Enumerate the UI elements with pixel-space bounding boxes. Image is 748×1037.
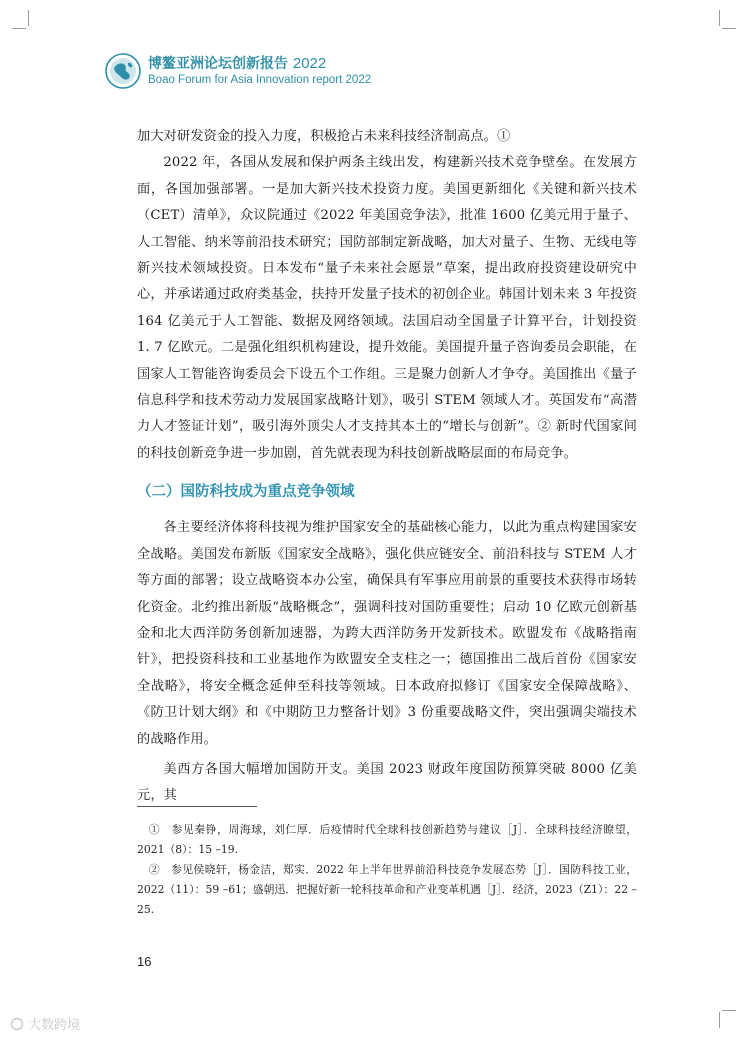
globe-logo-icon (104, 52, 142, 90)
watermark-text: 大数跨境 (28, 1018, 81, 1033)
footnote-1: ① 参见秦铮，周海球，刘仁厚．后疫情时代全球科技创新趋势与建议［J］．全球科技经济瞭望，2021（8）：15 –19. (137, 823, 637, 856)
crop-mark (722, 28, 736, 29)
footnotes (137, 820, 637, 920)
watermark (10, 1014, 80, 1033)
header-title-en: Boao Forum for Asia Innovation report 2022 (148, 74, 372, 86)
crop-mark (722, 1010, 736, 1011)
page-number: 16 (137, 954, 152, 969)
footnote-2: ② 参见侯晓轩，杨金洁，郑实．2022 年上半年世界前沿科技竞争发展态势［J］．国防科技工业，2022（11）：59 –61；盛朝迅．把握好新一轮科技革命和产业变革机遇［J］．经济，2023（Z1）：22 –25. (137, 863, 637, 916)
crop-mark (12, 28, 26, 29)
crop-mark (719, 1012, 720, 1028)
paragraph-2: 2022 年，各国从发展和保护两条主线出发，构建新兴技术竞争壁垒。在发展方面，各国加强部署。一是加大新兴技术投资力度。美国更新细化《关键和新兴技术（CET）清单》，众议院通过《2022 年美国竞争法》，批准 1600 亿美元用于量子、人工智能、纳米等前沿技术研究；国防部制定新战略，加大对量子、生物、无线电等新兴技术领域投资。日本发布“量子未来社会愿景”草案，提出政府投资建设研究中心，并承诺通过政府类基金，扶持开发量子技术的初创企业。韩国计划未来 3 年投资 164 亿美元于人工智能、数据及网络领域。法国启动全国量子计算平台，计划投资 1. 7 亿欧元。二是强化组织机构建设，提升效能。美国提升量子咨询委员会职能，在国家人工智能咨询委员会下设五个工作组。三是聚力创新人才争夺。美国推出《量子信息科学和技术劳动力发展国家战略计划》，吸引 STEM 领域人才。英国发布“高潜力人才签证计划”，吸引海外顶尖人才支持其本土的“增长与创新”。② 新时代国家间的科技创新竞争进一步加剧，首先就表现为科技创新战略层面的布局竞争。 (137, 155, 637, 461)
crop-mark (719, 10, 720, 26)
paragraph-3: 各主要经济体将科技视为维护国家安全的基础核心能力，以此为重点构建国家安全战略。美国发布新版《国家安全战略》，强化供应链安全、前沿科技与 STEM 人才等方面的部署；设立战略资本办公室，确保具有军事应用前景的重要技术获得市场转化资金。北约推出新版“战略概念”，强调科技对国防重要性；启动 10 亿欧元创新基金和北大西洋防务创新加速器，为跨大西洋防务开发新技术。欧盟发布《战略指南针》，把投资科技和工业基地作为欧盟安全支柱之一；德国推出二战后首份《国家安全战略》，将安全概念延伸至科技等领域。日本政府拟修订《国家安全保障战略》、《防卫计划大纲》和《中期防卫力整备计划》3 份重要战略文件，突出强调尖端技术的战略作用。 (137, 520, 637, 747)
section-heading: （二）国防科技成为重点竞争领域 (137, 484, 355, 501)
watermark-icon (10, 1017, 24, 1031)
paragraph-1: 加大对研发资金的投入力度，积极抢占未来科技经济制高点。① (137, 129, 511, 144)
header-title-year: 2022 (292, 55, 327, 72)
paragraph-4: 美西方各国大幅增加国防开支。美国 2023 财政年度国防预算突破 8000 亿美元，其 (137, 761, 637, 804)
header-title-cn (148, 53, 326, 73)
header-title-text: 博鳌亚洲论坛创新报告 (148, 56, 288, 72)
main-body (137, 124, 637, 810)
footnote-divider (137, 806, 257, 807)
crop-mark (28, 10, 29, 26)
